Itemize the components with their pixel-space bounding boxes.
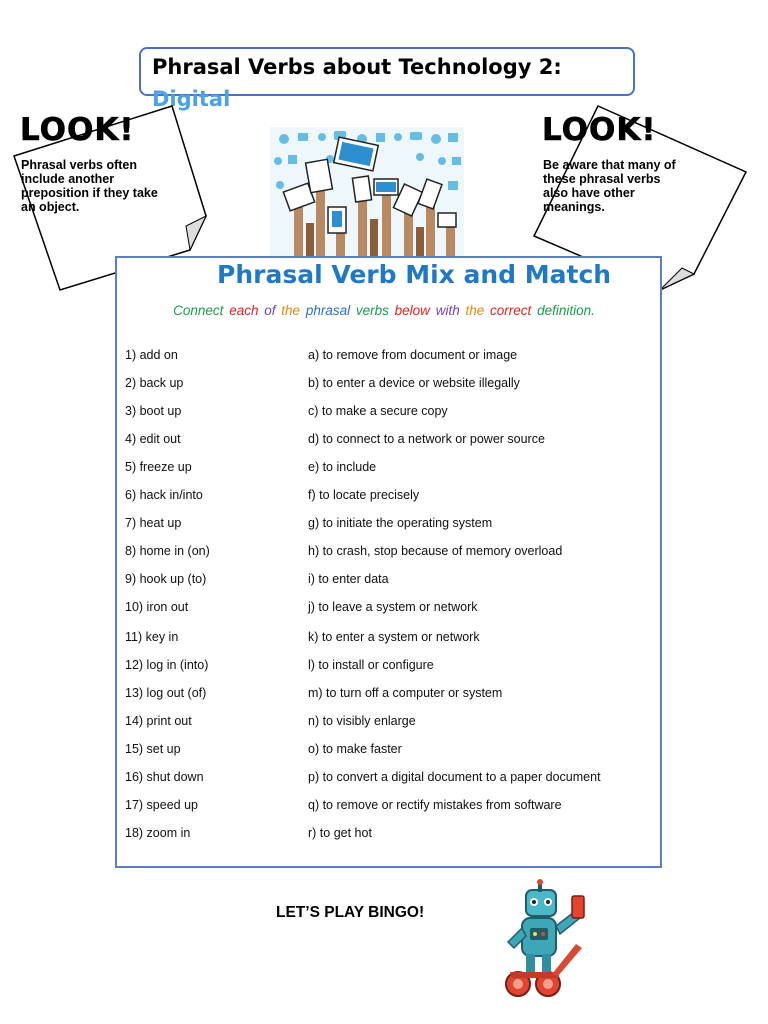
exercise-title: Phrasal Verb Mix and Match — [217, 260, 612, 289]
verb-item: 14) print out — [125, 714, 192, 728]
definition-item: k) to enter a system or network — [308, 630, 480, 644]
right-note-heading: LOOK! — [542, 112, 657, 148]
verb-item: 15) set up — [125, 742, 181, 756]
verb-item: 3) boot up — [125, 404, 182, 418]
definition-item: n) to visibly enlarge — [308, 714, 416, 728]
verb-item: 6) hack in/into — [125, 488, 203, 502]
page-title-overflow: Digital — [152, 87, 231, 111]
definition-item: a) to remove from document or image — [308, 348, 518, 362]
verb-item: 5) freeze up — [125, 460, 192, 474]
left-note-text: Phrasal verbs often include another preposition if they take an object. — [21, 158, 158, 214]
verb-item: 4) edit out — [125, 432, 181, 446]
definition-item: p) to convert a digital document to a paper document — [308, 770, 601, 784]
definition-item: i) to enter data — [308, 572, 389, 586]
bingo-heading: LET’S PLAY BINGO! — [276, 904, 425, 921]
verb-item: 7) heat up — [125, 516, 182, 530]
definition-item: m) to turn off a computer or system — [308, 686, 503, 700]
definition-item: d) to connect to a network or power source — [308, 432, 545, 446]
page-title: Phrasal Verbs about Technology 2: — [152, 55, 562, 79]
definition-item: q) to remove or rectify mistakes from software — [308, 798, 562, 812]
verb-item: 9) hook up (to) — [125, 572, 207, 586]
verb-item: 16) shut down — [125, 770, 204, 784]
definition-item: o) to make faster — [308, 742, 402, 756]
verb-item: 10) iron out — [125, 600, 189, 614]
definition-item: b) to enter a device or website illegally — [308, 376, 520, 390]
definition-item: j) to leave a system or network — [308, 600, 478, 614]
definition-item: r) to get hot — [308, 826, 372, 840]
title-box — [139, 47, 635, 111]
robot-scooter-icon — [500, 878, 592, 1000]
verb-item: 12) log in (into) — [125, 658, 209, 672]
verb-item: 8) home in (on) — [125, 544, 210, 558]
left-note-heading: LOOK! — [20, 112, 135, 148]
verb-item: 13) log out (of) — [125, 686, 207, 700]
definition-item: c) to make a secure copy — [308, 404, 448, 418]
verb-item: 17) speed up — [125, 798, 198, 812]
definition-item: e) to include — [308, 460, 377, 474]
verb-item: 18) zoom in — [125, 826, 191, 840]
right-note-text: Be aware that many of these phrasal verbs also have other meanings. — [543, 158, 676, 214]
definition-item: f) to locate precisely — [308, 488, 420, 502]
definition-item: h) to crash, stop because of memory overload — [308, 544, 563, 558]
definition-item: g) to initiate the operating system — [308, 516, 493, 530]
exercise-instruction: Connect each of the phrasal verbs below with the correct definition. — [173, 303, 595, 318]
definition-item: l) to install or configure — [308, 658, 434, 672]
hands-holding-devices-icon — [270, 127, 464, 257]
verb-item: 11) key in — [125, 630, 179, 644]
verb-item: 1) add on — [125, 348, 178, 362]
verb-item: 2) back up — [125, 376, 184, 390]
